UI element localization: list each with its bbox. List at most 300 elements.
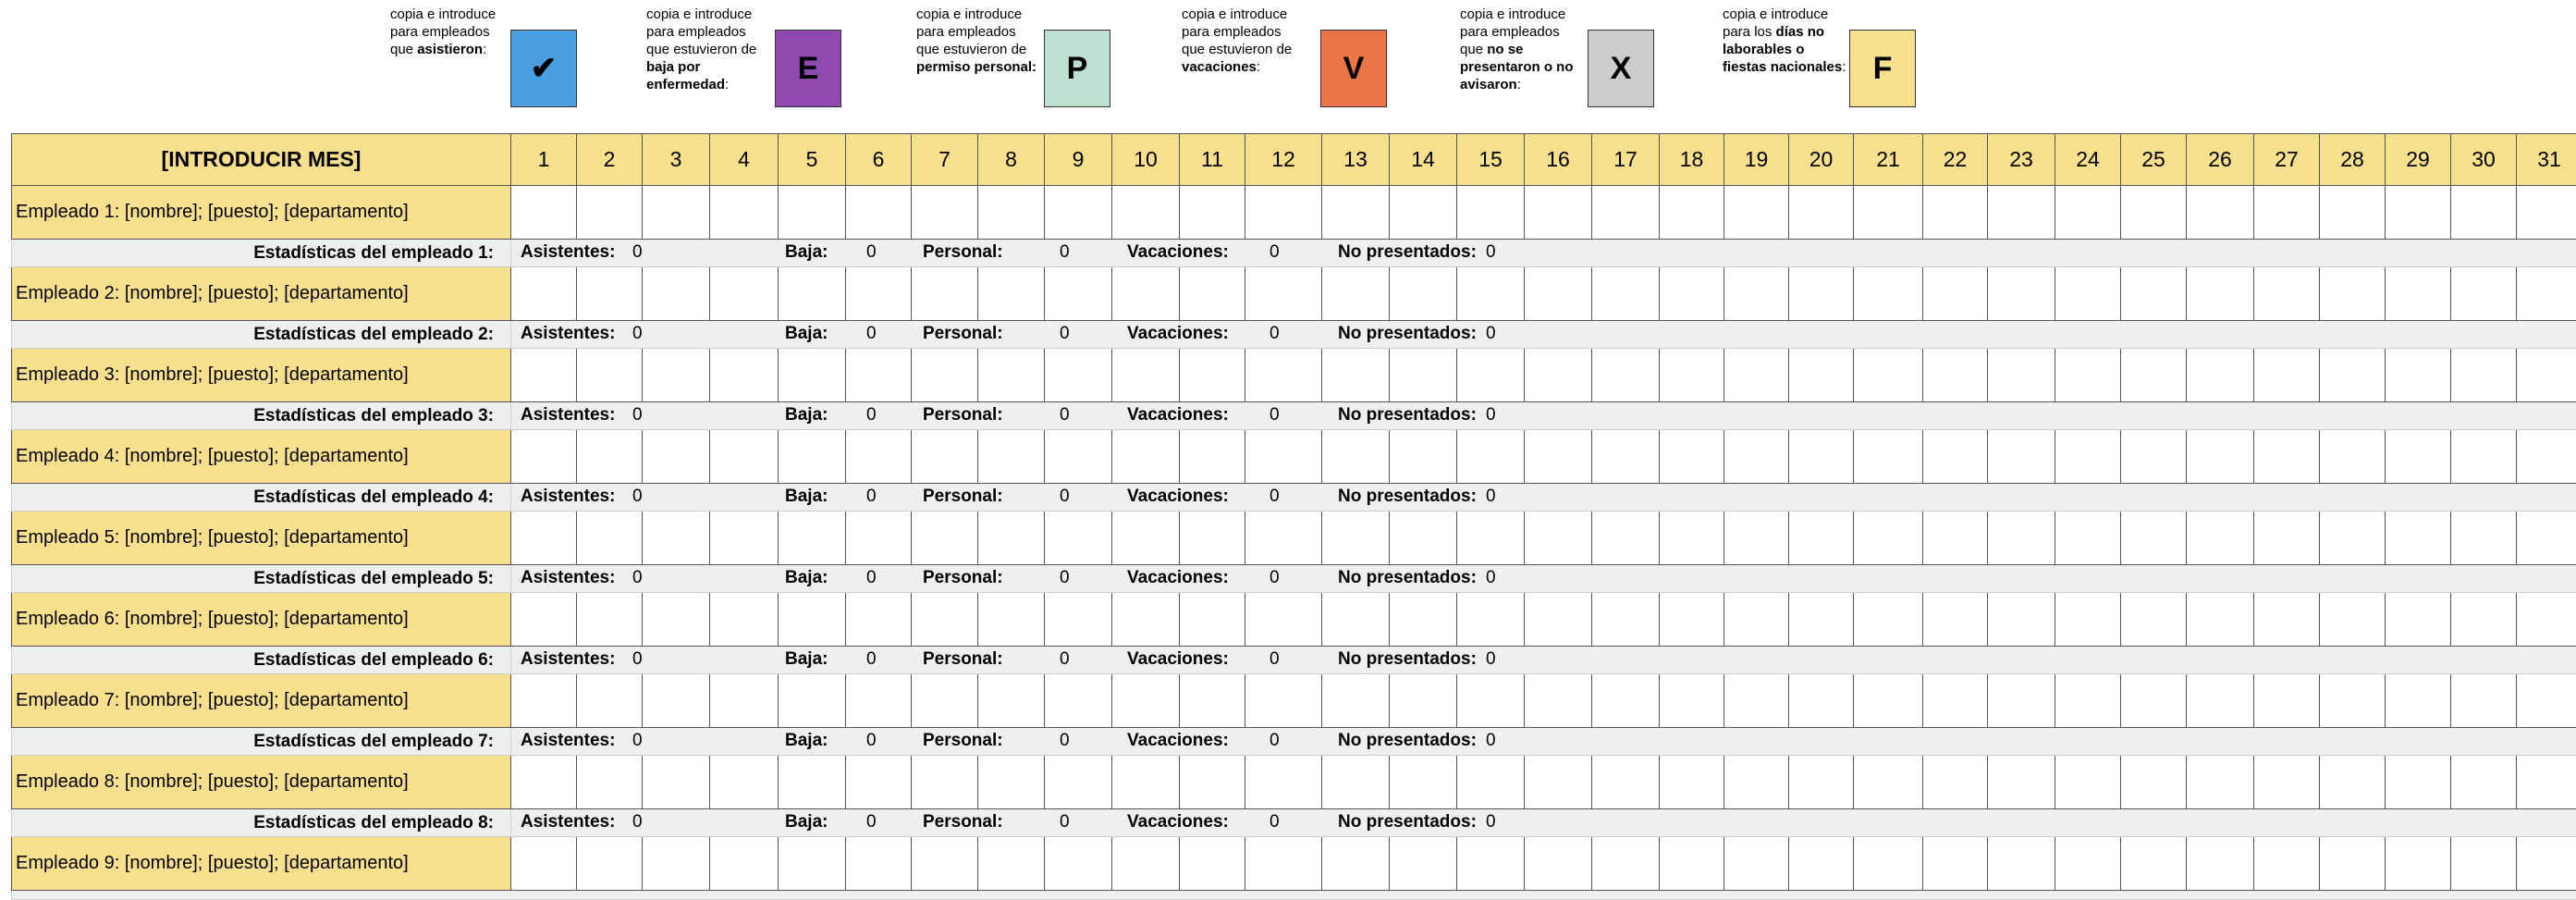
employee-name-cell[interactable]: Empleado 9: [nombre]; [puesto]; [departamento] bbox=[12, 837, 511, 891]
attendance-cell[interactable] bbox=[2517, 512, 2576, 565]
attendance-cell[interactable] bbox=[846, 674, 912, 728]
attendance-cell[interactable] bbox=[643, 430, 710, 484]
employee-name-cell[interactable]: Empleado 7: [nombre]; [puesto]; [departamento] bbox=[12, 674, 511, 728]
attendance-cell[interactable] bbox=[1112, 186, 1180, 240]
attendance-cell[interactable] bbox=[1322, 674, 1390, 728]
attendance-cell[interactable] bbox=[2451, 512, 2517, 565]
attendance-cell[interactable] bbox=[1923, 674, 1988, 728]
attendance-cell[interactable] bbox=[1245, 430, 1322, 484]
attendance-cell[interactable] bbox=[779, 674, 846, 728]
attendance-cell[interactable] bbox=[1789, 267, 1854, 321]
attendance-cell[interactable] bbox=[912, 267, 978, 321]
stat-value: 0 bbox=[632, 731, 643, 751]
attendance-cell[interactable] bbox=[1457, 837, 1525, 891]
attendance-cell[interactable] bbox=[1854, 267, 1923, 321]
attendance-cell[interactable] bbox=[2517, 267, 2576, 321]
attendance-cell[interactable] bbox=[1322, 267, 1390, 321]
attendance-cell[interactable] bbox=[779, 756, 846, 809]
attendance-cell[interactable] bbox=[710, 186, 779, 240]
attendance-cell[interactable] bbox=[643, 837, 710, 891]
attendance-cell[interactable] bbox=[846, 837, 912, 891]
attendance-cell[interactable] bbox=[1322, 512, 1390, 565]
attendance-cell[interactable] bbox=[2451, 186, 2517, 240]
attendance-cell[interactable] bbox=[2055, 186, 2121, 240]
attendance-cell[interactable] bbox=[1854, 756, 1923, 809]
attendance-cell[interactable] bbox=[1525, 837, 1592, 891]
attendance-cell[interactable] bbox=[2055, 430, 2121, 484]
attendance-cell[interactable] bbox=[1525, 756, 1592, 809]
attendance-cell[interactable] bbox=[779, 186, 846, 240]
attendance-cell[interactable] bbox=[2254, 837, 2320, 891]
attendance-cell[interactable] bbox=[710, 349, 779, 402]
attendance-cell[interactable] bbox=[2451, 837, 2517, 891]
attendance-cell[interactable] bbox=[1724, 349, 1789, 402]
attendance-cell[interactable] bbox=[1457, 430, 1525, 484]
attendance-cell[interactable] bbox=[912, 674, 978, 728]
attendance-cell[interactable] bbox=[779, 267, 846, 321]
attendance-cell[interactable] bbox=[1180, 837, 1245, 891]
attendance-cell[interactable] bbox=[2121, 837, 2187, 891]
attendance-cell[interactable] bbox=[1390, 186, 1457, 240]
attendance-cell[interactable] bbox=[2517, 430, 2576, 484]
attendance-cell[interactable] bbox=[1660, 593, 1724, 647]
attendance-cell[interactable] bbox=[2055, 837, 2121, 891]
attendance-cell[interactable] bbox=[577, 756, 643, 809]
attendance-cell[interactable] bbox=[1923, 267, 1988, 321]
employee-name-cell[interactable]: Empleado 6: [nombre]; [puesto]; [departamento] bbox=[12, 593, 511, 647]
attendance-cell[interactable] bbox=[846, 512, 912, 565]
attendance-cell[interactable] bbox=[577, 593, 643, 647]
attendance-cell[interactable] bbox=[846, 756, 912, 809]
attendance-cell[interactable] bbox=[2254, 756, 2320, 809]
attendance-cell[interactable] bbox=[1660, 267, 1724, 321]
attendance-cell[interactable] bbox=[1988, 837, 2055, 891]
attendance-cell[interactable] bbox=[1854, 837, 1923, 891]
attendance-cell[interactable] bbox=[1112, 837, 1180, 891]
attendance-cell[interactable] bbox=[1923, 430, 1988, 484]
attendance-cell[interactable] bbox=[643, 593, 710, 647]
attendance-cell[interactable] bbox=[1724, 674, 1789, 728]
attendance-cell[interactable] bbox=[1592, 674, 1660, 728]
attendance-cell[interactable] bbox=[1180, 674, 1245, 728]
attendance-cell[interactable] bbox=[710, 267, 779, 321]
attendance-cell[interactable] bbox=[1457, 674, 1525, 728]
employee-name-cell[interactable]: Empleado 8: [nombre]; [puesto]; [departamento] bbox=[12, 756, 511, 809]
attendance-cell[interactable] bbox=[1789, 430, 1854, 484]
attendance-cell[interactable] bbox=[1045, 756, 1112, 809]
attendance-cell[interactable] bbox=[1525, 267, 1592, 321]
attendance-cell[interactable] bbox=[1390, 349, 1457, 402]
attendance-cell[interactable] bbox=[2517, 593, 2576, 647]
attendance-cell[interactable] bbox=[846, 186, 912, 240]
attendance-cell[interactable] bbox=[1457, 512, 1525, 565]
attendance-cell[interactable] bbox=[1045, 593, 1112, 647]
attendance-cell[interactable] bbox=[1988, 267, 2055, 321]
attendance-cell[interactable] bbox=[912, 349, 978, 402]
attendance-cell[interactable] bbox=[1854, 512, 1923, 565]
attendance-cell[interactable] bbox=[1988, 593, 2055, 647]
attendance-cell[interactable] bbox=[2187, 756, 2254, 809]
attendance-cell[interactable] bbox=[2320, 512, 2386, 565]
attendance-cell[interactable] bbox=[2121, 349, 2187, 402]
attendance-cell[interactable] bbox=[1245, 267, 1322, 321]
attendance-cell[interactable] bbox=[1988, 349, 2055, 402]
attendance-cell[interactable] bbox=[2187, 593, 2254, 647]
attendance-cell[interactable] bbox=[1245, 593, 1322, 647]
attendance-cell[interactable] bbox=[511, 512, 577, 565]
attendance-cell[interactable] bbox=[1390, 674, 1457, 728]
attendance-cell[interactable] bbox=[1525, 430, 1592, 484]
attendance-cell[interactable] bbox=[511, 756, 577, 809]
attendance-cell[interactable] bbox=[846, 593, 912, 647]
attendance-cell[interactable] bbox=[2187, 512, 2254, 565]
stat-value: 0 bbox=[866, 812, 877, 832]
attendance-cell[interactable] bbox=[1457, 756, 1525, 809]
attendance-cell[interactable] bbox=[779, 837, 846, 891]
attendance-cell[interactable] bbox=[1245, 837, 1322, 891]
attendance-cell[interactable] bbox=[2121, 512, 2187, 565]
attendance-cell[interactable] bbox=[643, 756, 710, 809]
attendance-cell[interactable] bbox=[2187, 267, 2254, 321]
attendance-cell[interactable] bbox=[2254, 186, 2320, 240]
attendance-cell[interactable] bbox=[2320, 593, 2386, 647]
attendance-cell[interactable] bbox=[1245, 349, 1322, 402]
attendance-cell[interactable] bbox=[1390, 512, 1457, 565]
attendance-cell[interactable] bbox=[1789, 756, 1854, 809]
attendance-cell[interactable] bbox=[2254, 593, 2320, 647]
attendance-cell[interactable] bbox=[1592, 837, 1660, 891]
attendance-cell[interactable] bbox=[1923, 837, 1988, 891]
attendance-cell[interactable] bbox=[1592, 430, 1660, 484]
attendance-cell[interactable] bbox=[1923, 512, 1988, 565]
attendance-cell[interactable] bbox=[2320, 349, 2386, 402]
attendance-cell[interactable] bbox=[1854, 430, 1923, 484]
attendance-cell[interactable] bbox=[1724, 186, 1789, 240]
attendance-cell[interactable] bbox=[1180, 267, 1245, 321]
employee-name-cell[interactable]: Empleado 1: [nombre]; [puesto]; [departamento] bbox=[12, 186, 511, 240]
attendance-cell[interactable] bbox=[2386, 674, 2451, 728]
attendance-cell[interactable] bbox=[710, 837, 779, 891]
employee-name-cell[interactable]: Empleado 3: [nombre]; [puesto]; [departamento] bbox=[12, 349, 511, 402]
attendance-cell[interactable] bbox=[2055, 267, 2121, 321]
stat-value: 0 bbox=[866, 731, 877, 751]
attendance-cell[interactable] bbox=[643, 512, 710, 565]
attendance-cell[interactable] bbox=[779, 349, 846, 402]
attendance-cell[interactable] bbox=[511, 593, 577, 647]
attendance-cell[interactable] bbox=[1045, 349, 1112, 402]
attendance-cell[interactable] bbox=[978, 186, 1045, 240]
attendance-cell[interactable] bbox=[2386, 186, 2451, 240]
attendance-cell[interactable] bbox=[1923, 756, 1988, 809]
attendance-cell[interactable] bbox=[1660, 186, 1724, 240]
attendance-cell[interactable] bbox=[2187, 837, 2254, 891]
attendance-cell[interactable] bbox=[2386, 593, 2451, 647]
attendance-cell[interactable] bbox=[1660, 837, 1724, 891]
attendance-cell[interactable] bbox=[2320, 430, 2386, 484]
attendance-cell[interactable] bbox=[1390, 593, 1457, 647]
attendance-cell[interactable] bbox=[643, 186, 710, 240]
legend-symbol-3[interactable]: P bbox=[1044, 30, 1110, 107]
attendance-cell[interactable] bbox=[1180, 593, 1245, 647]
attendance-cell[interactable] bbox=[2187, 430, 2254, 484]
attendance-cell[interactable] bbox=[1112, 430, 1180, 484]
attendance-cell[interactable] bbox=[1045, 674, 1112, 728]
attendance-cell[interactable] bbox=[2386, 430, 2451, 484]
attendance-cell[interactable] bbox=[1525, 186, 1592, 240]
attendance-cell[interactable] bbox=[1854, 349, 1923, 402]
stat-value: 0 bbox=[866, 568, 877, 588]
attendance-cell[interactable] bbox=[1660, 512, 1724, 565]
attendance-cell[interactable] bbox=[1854, 186, 1923, 240]
attendance-cell[interactable] bbox=[2517, 349, 2576, 402]
attendance-cell[interactable] bbox=[1525, 593, 1592, 647]
attendance-cell[interactable] bbox=[2121, 186, 2187, 240]
attendance-cell[interactable] bbox=[511, 186, 577, 240]
attendance-cell[interactable] bbox=[2055, 593, 2121, 647]
attendance-cell[interactable] bbox=[1112, 756, 1180, 809]
attendance-cell[interactable] bbox=[1457, 267, 1525, 321]
attendance-cell[interactable] bbox=[1789, 512, 1854, 565]
attendance-cell[interactable] bbox=[577, 837, 643, 891]
attendance-cell[interactable] bbox=[643, 349, 710, 402]
legend-symbol-2[interactable]: E bbox=[775, 30, 841, 107]
attendance-cell[interactable] bbox=[2187, 674, 2254, 728]
attendance-cell[interactable] bbox=[2451, 756, 2517, 809]
attendance-cell[interactable] bbox=[1923, 349, 1988, 402]
attendance-cell[interactable] bbox=[1592, 186, 1660, 240]
attendance-cell[interactable] bbox=[2451, 674, 2517, 728]
attendance-cell[interactable] bbox=[2386, 756, 2451, 809]
attendance-cell[interactable] bbox=[1724, 512, 1789, 565]
attendance-cell[interactable] bbox=[1045, 430, 1112, 484]
attendance-cell[interactable] bbox=[710, 674, 779, 728]
attendance-cell[interactable] bbox=[2517, 674, 2576, 728]
attendance-cell[interactable] bbox=[1457, 593, 1525, 647]
attendance-cell[interactable] bbox=[1789, 186, 1854, 240]
attendance-cell[interactable] bbox=[1724, 267, 1789, 321]
attendance-cell[interactable] bbox=[1923, 186, 1988, 240]
attendance-cell[interactable] bbox=[1592, 756, 1660, 809]
attendance-cell[interactable] bbox=[2386, 837, 2451, 891]
attendance-cell[interactable] bbox=[978, 674, 1045, 728]
attendance-cell[interactable] bbox=[1988, 186, 2055, 240]
attendance-cell[interactable] bbox=[577, 186, 643, 240]
attendance-cell[interactable] bbox=[1112, 674, 1180, 728]
attendance-cell[interactable] bbox=[2254, 512, 2320, 565]
attendance-cell[interactable] bbox=[1525, 349, 1592, 402]
attendance-cell[interactable] bbox=[2451, 349, 2517, 402]
attendance-cell[interactable] bbox=[1988, 512, 2055, 565]
employee-name-cell[interactable]: Empleado 4: [nombre]; [puesto]; [departamento] bbox=[12, 430, 511, 484]
attendance-cell[interactable] bbox=[511, 837, 577, 891]
attendance-cell[interactable] bbox=[511, 430, 577, 484]
attendance-cell[interactable] bbox=[2254, 674, 2320, 728]
attendance-cell[interactable] bbox=[710, 512, 779, 565]
attendance-cell[interactable] bbox=[1245, 674, 1322, 728]
attendance-cell[interactable] bbox=[1457, 349, 1525, 402]
attendance-cell[interactable] bbox=[1045, 186, 1112, 240]
attendance-cell[interactable] bbox=[643, 674, 710, 728]
attendance-cell[interactable] bbox=[1045, 267, 1112, 321]
attendance-cell[interactable] bbox=[1045, 837, 1112, 891]
attendance-cell[interactable] bbox=[2121, 674, 2187, 728]
attendance-cell[interactable] bbox=[779, 593, 846, 647]
attendance-cell[interactable] bbox=[710, 756, 779, 809]
legend-symbol-6[interactable]: F bbox=[1849, 30, 1916, 107]
attendance-cell[interactable] bbox=[1660, 349, 1724, 402]
attendance-cell[interactable] bbox=[912, 593, 978, 647]
attendance-cell[interactable] bbox=[1789, 674, 1854, 728]
attendance-cell[interactable] bbox=[2320, 674, 2386, 728]
attendance-cell[interactable] bbox=[2055, 756, 2121, 809]
attendance-cell[interactable] bbox=[2254, 349, 2320, 402]
attendance-cell[interactable] bbox=[978, 837, 1045, 891]
attendance-cell[interactable] bbox=[2517, 837, 2576, 891]
attendance-cell[interactable] bbox=[1180, 756, 1245, 809]
attendance-cell[interactable] bbox=[2517, 186, 2576, 240]
attendance-cell[interactable] bbox=[1660, 430, 1724, 484]
attendance-cell[interactable] bbox=[1180, 186, 1245, 240]
attendance-cell[interactable] bbox=[2254, 267, 2320, 321]
attendance-cell[interactable] bbox=[1322, 430, 1390, 484]
attendance-cell[interactable] bbox=[1180, 349, 1245, 402]
attendance-cell[interactable] bbox=[1245, 186, 1322, 240]
attendance-cell[interactable] bbox=[1789, 349, 1854, 402]
attendance-cell[interactable] bbox=[2055, 349, 2121, 402]
attendance-cell[interactable] bbox=[2320, 837, 2386, 891]
attendance-cell[interactable] bbox=[511, 267, 577, 321]
attendance-cell[interactable] bbox=[1592, 512, 1660, 565]
attendance-cell[interactable] bbox=[1322, 837, 1390, 891]
attendance-cell[interactable] bbox=[1322, 593, 1390, 647]
attendance-cell[interactable] bbox=[2055, 512, 2121, 565]
attendance-cell[interactable] bbox=[1322, 186, 1390, 240]
attendance-cell[interactable] bbox=[2121, 593, 2187, 647]
attendance-cell[interactable] bbox=[1045, 512, 1112, 565]
attendance-cell[interactable] bbox=[2451, 430, 2517, 484]
legend-symbol-1[interactable]: ✔ bbox=[510, 30, 577, 107]
employee-name-cell[interactable]: Empleado 2: [nombre]; [puesto]; [departamento] bbox=[12, 267, 511, 321]
attendance-cell[interactable] bbox=[577, 674, 643, 728]
attendance-cell[interactable] bbox=[2055, 674, 2121, 728]
legend-symbol-4[interactable]: V bbox=[1320, 30, 1387, 107]
attendance-cell[interactable] bbox=[912, 837, 978, 891]
attendance-cell[interactable] bbox=[2451, 267, 2517, 321]
attendance-cell[interactable] bbox=[710, 430, 779, 484]
day-header: 18 bbox=[1660, 134, 1724, 186]
attendance-cell[interactable] bbox=[577, 512, 643, 565]
attendance-cell[interactable] bbox=[1724, 430, 1789, 484]
attendance-cell[interactable] bbox=[2320, 756, 2386, 809]
attendance-cell[interactable] bbox=[2187, 349, 2254, 402]
attendance-cell[interactable] bbox=[846, 349, 912, 402]
attendance-cell[interactable] bbox=[1245, 756, 1322, 809]
attendance-cell[interactable] bbox=[1988, 756, 2055, 809]
attendance-cell[interactable] bbox=[1457, 186, 1525, 240]
attendance-cell[interactable] bbox=[1180, 512, 1245, 565]
attendance-cell[interactable] bbox=[2187, 186, 2254, 240]
attendance-cell[interactable] bbox=[1112, 512, 1180, 565]
attendance-cell[interactable] bbox=[2517, 756, 2576, 809]
employee-name-cell[interactable]: Empleado 5: [nombre]; [puesto]; [departamento] bbox=[12, 512, 511, 565]
month-header[interactable]: [INTRODUCIR MES] bbox=[12, 134, 511, 186]
attendance-cell[interactable] bbox=[1112, 593, 1180, 647]
attendance-cell[interactable] bbox=[2121, 430, 2187, 484]
legend-symbol-5[interactable]: X bbox=[1588, 30, 1654, 107]
attendance-cell[interactable] bbox=[1592, 349, 1660, 402]
attendance-cell[interactable] bbox=[643, 267, 710, 321]
attendance-cell[interactable] bbox=[978, 267, 1045, 321]
attendance-cell[interactable] bbox=[912, 756, 978, 809]
attendance-cell[interactable] bbox=[2451, 593, 2517, 647]
attendance-cell[interactable] bbox=[577, 430, 643, 484]
attendance-cell[interactable] bbox=[1988, 674, 2055, 728]
attendance-cell[interactable] bbox=[710, 593, 779, 647]
attendance-cell[interactable] bbox=[1525, 512, 1592, 565]
attendance-cell[interactable] bbox=[2386, 267, 2451, 321]
attendance-cell[interactable] bbox=[1923, 593, 1988, 647]
attendance-cell[interactable] bbox=[1724, 756, 1789, 809]
attendance-cell[interactable] bbox=[1390, 267, 1457, 321]
attendance-cell[interactable] bbox=[1390, 837, 1457, 891]
attendance-cell[interactable] bbox=[577, 349, 643, 402]
attendance-cell[interactable] bbox=[1390, 756, 1457, 809]
attendance-cell[interactable] bbox=[2320, 267, 2386, 321]
attendance-cell[interactable] bbox=[1245, 512, 1322, 565]
attendance-cell[interactable] bbox=[2121, 267, 2187, 321]
attendance-cell[interactable] bbox=[1390, 430, 1457, 484]
attendance-cell[interactable] bbox=[912, 512, 978, 565]
attendance-cell[interactable] bbox=[779, 512, 846, 565]
attendance-cell[interactable] bbox=[577, 267, 643, 321]
attendance-cell[interactable] bbox=[978, 349, 1045, 402]
attendance-cell[interactable] bbox=[1180, 430, 1245, 484]
attendance-cell[interactable] bbox=[1322, 349, 1390, 402]
attendance-cell[interactable] bbox=[1592, 593, 1660, 647]
attendance-cell[interactable] bbox=[846, 430, 912, 484]
attendance-cell[interactable] bbox=[912, 430, 978, 484]
attendance-cell[interactable] bbox=[1988, 430, 2055, 484]
attendance-cell[interactable] bbox=[779, 430, 846, 484]
attendance-cell[interactable] bbox=[978, 512, 1045, 565]
attendance-cell[interactable] bbox=[978, 756, 1045, 809]
attendance-cell[interactable] bbox=[1525, 674, 1592, 728]
attendance-cell[interactable] bbox=[978, 593, 1045, 647]
attendance-cell[interactable] bbox=[1789, 837, 1854, 891]
attendance-cell[interactable] bbox=[978, 430, 1045, 484]
attendance-cell[interactable] bbox=[1592, 267, 1660, 321]
attendance-cell[interactable] bbox=[2121, 756, 2187, 809]
attendance-cell[interactable] bbox=[1854, 674, 1923, 728]
attendance-cell[interactable] bbox=[1112, 267, 1180, 321]
attendance-cell[interactable] bbox=[1854, 593, 1923, 647]
attendance-cell[interactable] bbox=[2254, 430, 2320, 484]
attendance-cell[interactable] bbox=[1660, 756, 1724, 809]
attendance-cell[interactable] bbox=[912, 186, 978, 240]
attendance-cell[interactable] bbox=[2386, 349, 2451, 402]
attendance-cell[interactable] bbox=[511, 674, 577, 728]
attendance-cell[interactable] bbox=[1724, 593, 1789, 647]
attendance-cell[interactable] bbox=[1322, 756, 1390, 809]
attendance-cell[interactable] bbox=[1112, 349, 1180, 402]
attendance-cell[interactable] bbox=[1660, 674, 1724, 728]
attendance-cell[interactable] bbox=[846, 267, 912, 321]
attendance-cell[interactable] bbox=[2386, 512, 2451, 565]
attendance-cell[interactable] bbox=[1724, 837, 1789, 891]
attendance-cell[interactable] bbox=[1789, 593, 1854, 647]
attendance-cell[interactable] bbox=[2320, 186, 2386, 240]
attendance-cell[interactable] bbox=[511, 349, 577, 402]
